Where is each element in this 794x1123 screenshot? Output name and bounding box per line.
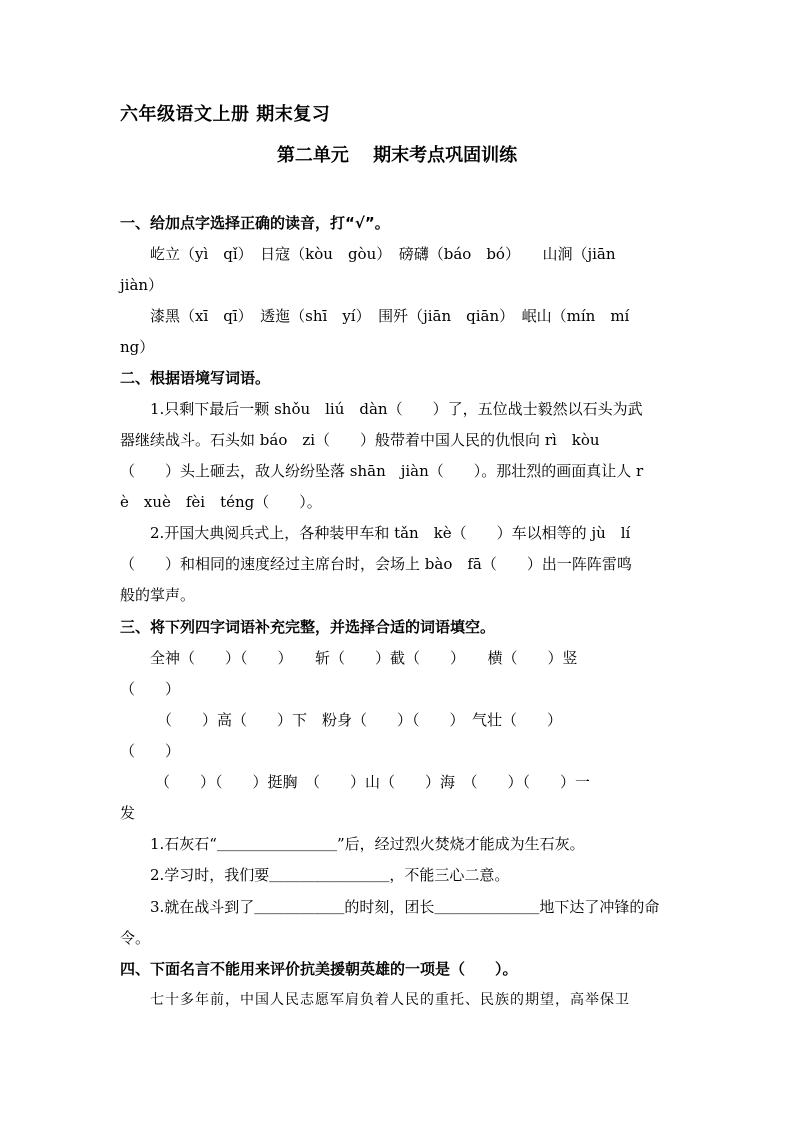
unit-title: 第二单元 期末考点巩固训练 <box>276 145 518 166</box>
question-3-line: 发 <box>120 804 136 822</box>
question-3-heading: 三、将下列四字词语补充完整，并选择合适的词语填空。 <box>120 618 496 636</box>
question-2-line: （ ）头上砸去，敌人纷纷坠落 shān jiàn（ ）。那壮烈的画面真让人 r <box>120 462 644 480</box>
question-1-line: 屹立（yì qǐ） 日寇（kòu gòu） 磅礴（báo bó） 山涧（jiān <box>150 245 616 263</box>
question-2-line: è xuè fèi téng（ ）。 <box>120 493 322 511</box>
question-1-line: 漆黑（xī qī） 透迤（shī yí） 围歼（jiān qiān） 岷山（mín mí <box>150 307 630 325</box>
question-2-line: （ ）和相同的速度经过主席台时，会场上 bào fā（ ）出一阵阵雷鸣 <box>120 555 632 573</box>
question-2-heading: 二、根据语境写词语。 <box>120 369 271 387</box>
question-1-heading: 一、给加点字选择正确的读音，打“√”。 <box>120 214 390 232</box>
question-2-line: 1.只剩下最后一颗 shǒu liú dàn（ ）了，五位战士毅然以石头为武 <box>150 400 643 418</box>
question-2-line: 器继续战斗。石头如 báo zi（ ）般带着中国人民的仇恨向 rì kòu <box>120 431 600 449</box>
question-3-line: 3.就在战斗到了＿＿＿＿＿＿的时刻，团长＿＿＿＿＿＿＿地下达了冲锋的命 <box>150 898 660 916</box>
question-2-line: 2.开国大典阅兵式上，各种装甲车和 tǎn kè（ ）车以相等的 jù lí <box>150 524 631 542</box>
question-3-line: （ ）高（ ）下 粉身（ ）（ ） 气壮（ ） <box>157 711 563 729</box>
question-3-line: 2.学习时，我们要＿＿＿＿＿＿＿＿，不能三心二意。 <box>150 866 510 884</box>
question-3-line: （ ）（ ）挺胸 （ ）山（ ）海 （ ）（ ）一 <box>155 773 591 791</box>
question-1-line: ng） <box>120 338 155 356</box>
question-1-line: jiàn） <box>120 276 164 294</box>
question-3-line: 全神（ ）（ ） 斩（ ）截（ ） 横（ ）竖 <box>150 649 578 667</box>
question-4-line: 七十多年前，中国人民志愿军肩负着人民的重托、民族的期望，高举保卫 <box>150 992 630 1008</box>
question-3-line: （ ） <box>120 742 181 760</box>
question-3-line: 1.石灰石“＿＿＿＿＿＿＿＿”后，经过烈火焚烧才能成为生石灰。 <box>150 835 585 853</box>
document-title: 六年级语文上册 期末复习 <box>120 104 331 125</box>
question-3-line: （ ） <box>120 680 181 698</box>
question-2-line: 般的掌声。 <box>120 586 196 604</box>
question-4-heading: 四、下面名言不能用来评价抗美援朝英雄的一项是（ ）。 <box>120 960 518 978</box>
question-3-line: 令。 <box>120 929 151 947</box>
